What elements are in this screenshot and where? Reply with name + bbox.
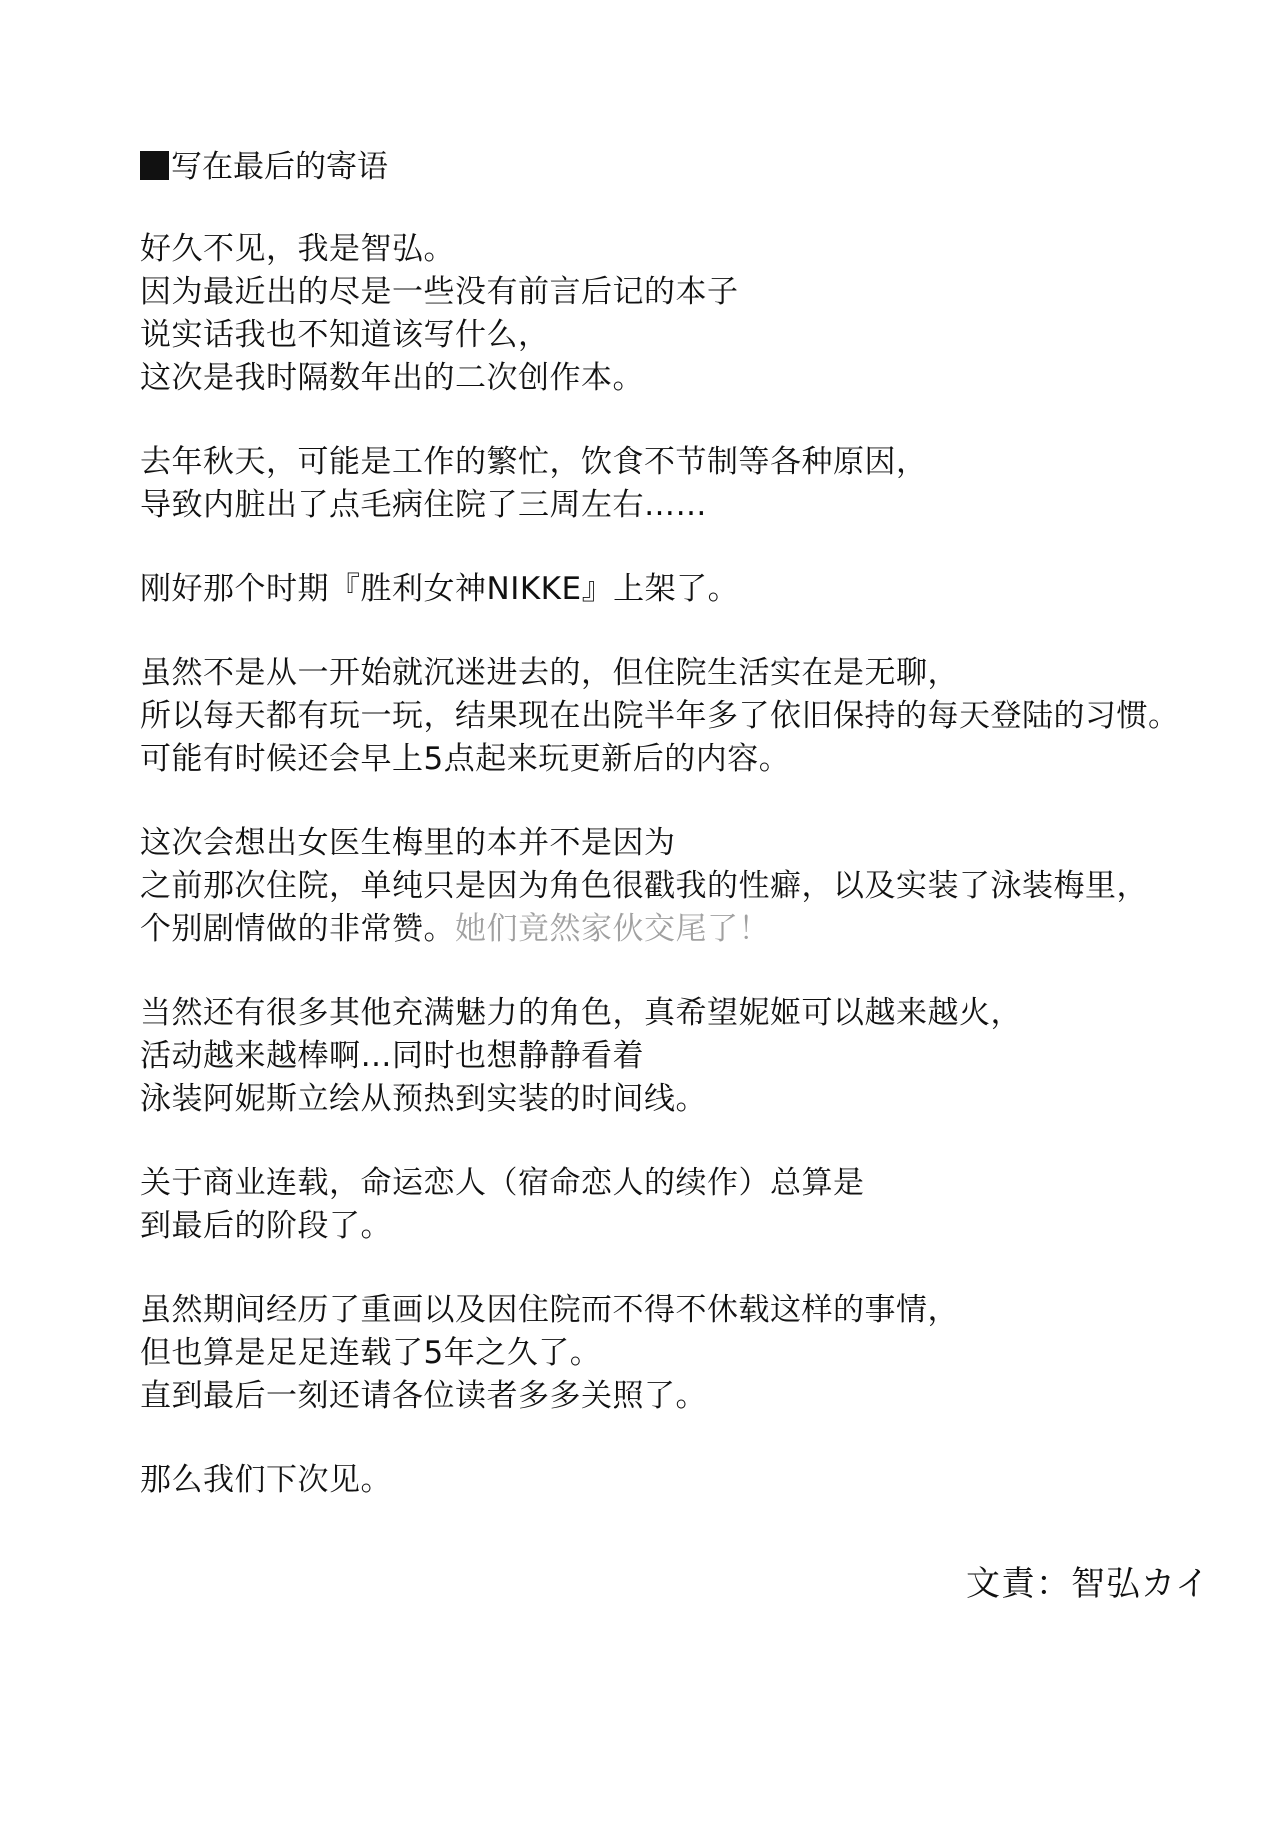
paragraph-farewell bbox=[140, 1459, 1240, 1502]
text-line-mixed bbox=[140, 908, 1240, 951]
paragraph-nikke-release bbox=[140, 568, 1240, 611]
text-line: 去年秋天，可能是工作的繁忙，饮食不节制等各种原因， bbox=[140, 444, 928, 480]
text-line: 泳装阿妮斯立绘从预热到实装的时间线。 bbox=[140, 1081, 707, 1117]
text-line: 虽然不是从一开始就沉迷进去的，但住院生活实在是无聊， bbox=[140, 655, 959, 691]
text-line: 但也算是足足连载了5年之久了。 bbox=[140, 1335, 602, 1371]
text-line: 到最后的阶段了。 bbox=[140, 1208, 392, 1244]
text-line: 说实话我也不知道该写什么， bbox=[140, 317, 550, 353]
paragraph-hospital bbox=[140, 441, 1240, 527]
paragraph-playing-habit bbox=[140, 652, 1240, 781]
paragraph-five-years bbox=[140, 1289, 1240, 1418]
text-line: 这次会想出女医生梅里的本并不是因为 bbox=[140, 825, 676, 861]
text-line: 好久不见，我是智弘。 bbox=[140, 231, 455, 267]
afterword-content bbox=[140, 146, 1240, 1543]
text-line: 导致内脏出了点毛病住院了三周左右…… bbox=[140, 487, 707, 523]
grey-text-segment: 她们竟然家伙交尾了！ bbox=[455, 911, 770, 947]
text-line: 可能有时候还会早上5点起来玩更新后的内容。 bbox=[140, 741, 791, 777]
author-credit: 文責：智弘カイ bbox=[966, 1564, 1210, 1604]
text-line: 那么我们下次见。 bbox=[140, 1462, 392, 1498]
afterword-heading bbox=[140, 146, 1240, 188]
text-line: 之前那次住院，单纯只是因为角色很戳我的性癖，以及实装了泳装梅里， bbox=[140, 868, 1148, 904]
heading-text: 写在最后的寄语 bbox=[171, 149, 388, 185]
text-segment: 个别剧情做的非常赞。 bbox=[140, 911, 455, 947]
text-line: 关于商业连载，命运恋人（宿命恋人的续作）总算是 bbox=[140, 1165, 865, 1201]
text-line: 因为最近出的尽是一些没有前言后记的本子 bbox=[140, 274, 739, 310]
paragraph-other-characters bbox=[140, 992, 1240, 1121]
text-line: 所以每天都有玩一玩，结果现在出院半年多了依旧保持的每天登陆的习惯。 bbox=[140, 698, 1180, 734]
text-line: 刚好那个时期『胜利女神NIKKE』上架了。 bbox=[140, 571, 740, 607]
text-line: 虽然期间经历了重画以及因住院而不得不休载这样的事情， bbox=[140, 1292, 959, 1328]
paragraph-mary-book bbox=[140, 822, 1240, 951]
text-line: 活动越来越棒啊…同时也想静静看着 bbox=[140, 1038, 644, 1074]
paragraph-serialization bbox=[140, 1162, 1240, 1248]
text-line: 直到最后一刻还请各位读者多多关照了。 bbox=[140, 1378, 707, 1414]
text-line: 当然还有很多其他充满魅力的角色，真希望妮姬可以越来越火， bbox=[140, 995, 1022, 1031]
paragraph-greeting bbox=[140, 228, 1240, 400]
black-square-icon bbox=[140, 151, 169, 180]
text-line: 这次是我时隔数年出的二次创作本。 bbox=[140, 360, 644, 396]
